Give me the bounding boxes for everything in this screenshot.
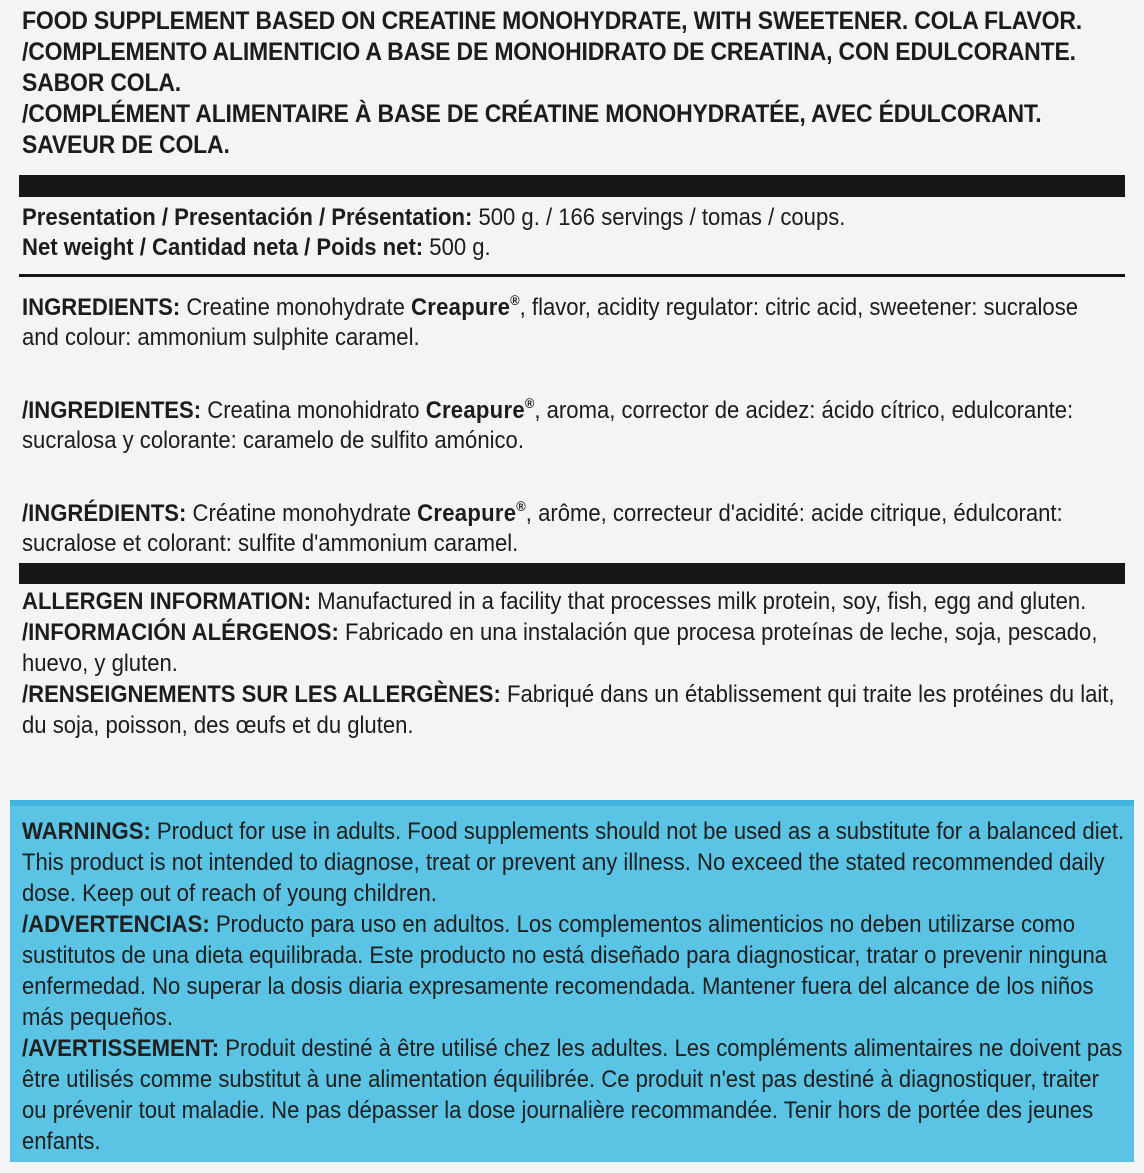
ingredients-es-pre: Creatina monohidrato bbox=[201, 397, 426, 424]
ingredients-en-post: , flavor, acidity regulator: citric acid, sweetener: sucralose and colour: ammonium sulphite caramel. bbox=[22, 294, 1079, 351]
allergen-es-text: Fabricado en una instalación que procesa proteínas de leche, soja, pescado, huevo, y gluten. bbox=[22, 619, 1098, 677]
ingredients-fr-label: /INGRÉDIENTS: bbox=[22, 500, 187, 527]
warnings-fr-text: Produit destiné à être utilisé chez les adultes. Les compléments alimentaires ne doivent pas être utilisés comme substitut à une alimentation équilibrée. Ce produit n'est pas destiné à diagnostiquer, traiter ou prévenir tout maladie. Ne pas dépasser la dose journalière recommandée. Tenir hors de portée des jeunes enfants. bbox=[22, 1035, 1123, 1155]
presentation-value: 500 g. / 166 servings / tomas / coups. bbox=[472, 204, 846, 231]
presentation-block bbox=[22, 203, 1117, 263]
description-es: /COMPLEMENTO ALIMENTICIO A BASE DE MONOHIDRATO DE CREATINA, CON EDULCORANTE. SABOR COLA. bbox=[22, 38, 1076, 97]
divider-bar bbox=[19, 563, 1125, 584]
allergen-es-label: /INFORMACIÓN ALÉRGENOS: bbox=[22, 619, 339, 646]
allergen-en-text: Manufactured in a facility that processes milk protein, soy, fish, egg and gluten. bbox=[311, 588, 1087, 615]
registered-mark: ® bbox=[510, 292, 520, 308]
registered-mark: ® bbox=[524, 395, 535, 411]
description-fr: /COMPLÉMENT ALIMENTAIRE À BASE DE CRÉATINE MONOHYDRATÉE, AVEC ÉDULCORANT. SAVEUR DE COLA. bbox=[22, 100, 1042, 159]
ingredients-es bbox=[22, 396, 1117, 456]
ingredients-es-label: /INGREDIENTES: bbox=[22, 397, 202, 424]
divider-rule bbox=[19, 274, 1125, 277]
warnings-fr-label: /AVERTISSEMENT: bbox=[22, 1035, 220, 1062]
net-weight-line bbox=[22, 233, 1117, 263]
warnings-es-label: /ADVERTENCIAS: bbox=[22, 911, 210, 938]
ingredients-fr-post: , arôme, correcteur d'acidité: acide citrique, édulcorant: sucralose et colorant: sulfite d'ammonium caramel. bbox=[22, 500, 1063, 557]
divider-bar bbox=[19, 175, 1125, 197]
product-description bbox=[22, 0, 1117, 161]
ingredients-en-pre: Creatine monohydrate bbox=[180, 294, 412, 321]
allergen-fr-label: /RENSEIGNEMENTS SUR LES ALLERGÈNES: bbox=[22, 681, 501, 708]
brand-name: Creapure bbox=[417, 500, 517, 527]
brand-name: Creapure bbox=[425, 397, 525, 424]
net-weight-label: Net weight / Cantidad neta / Poids net: bbox=[22, 234, 424, 261]
ingredients-en bbox=[22, 293, 1117, 353]
allergen-fr-text: Fabriqué dans un établissement qui traite les protéines du lait, du soja, poisson, des œufs et du gluten. bbox=[22, 681, 1115, 739]
net-weight-value: 500 g. bbox=[423, 234, 491, 261]
warnings-es-text: Producto para uso en adultos. Los complementos alimenticios no deben utilizarse como sustitutos de una dieta equilibrada. Este producto no está diseñado para diagnosticar, tratar o prevenir ninguna enfermedad. No superar la dosis diaria expresamente recomendada. Mantener fuera del alcance de los niños más pequeños. bbox=[22, 911, 1108, 1031]
warnings-box bbox=[10, 800, 1134, 1162]
ingredients-fr bbox=[22, 499, 1117, 559]
ingredients-fr-pre: Créatine monohydrate bbox=[186, 500, 418, 527]
description-en: FOOD SUPPLEMENT BASED ON CREATINE MONOHYDRATE, WITH SWEETENER. COLA FLAVOR. bbox=[22, 7, 1082, 35]
warnings-en-label: WARNINGS: bbox=[22, 818, 151, 845]
registered-mark: ® bbox=[516, 498, 526, 514]
presentation-label: Presentation / Presentación / Présentation: bbox=[22, 204, 473, 231]
allergen-en-label: ALLERGEN INFORMATION: bbox=[22, 588, 312, 615]
brand-name: Creapure bbox=[411, 294, 511, 321]
ingredients-es-post: , aroma, corrector de acidez: ácido cítrico, edulcorante: sucralosa y colorante: caramelo de sulfito amónico. bbox=[22, 397, 1074, 454]
presentation-line bbox=[22, 203, 1117, 233]
ingredients-en-label: INGREDIENTS: bbox=[22, 294, 181, 321]
warnings-en-text: Product for use in adults. Food supplements should not be used as a substitute for a balanced diet. This product is not intended to diagnose, treat or prevent any illness. No exceed the stated recommended daily dose. Keep out of reach of young children. bbox=[22, 818, 1125, 907]
allergen-information bbox=[22, 586, 1117, 741]
warnings-text bbox=[22, 816, 1126, 1157]
